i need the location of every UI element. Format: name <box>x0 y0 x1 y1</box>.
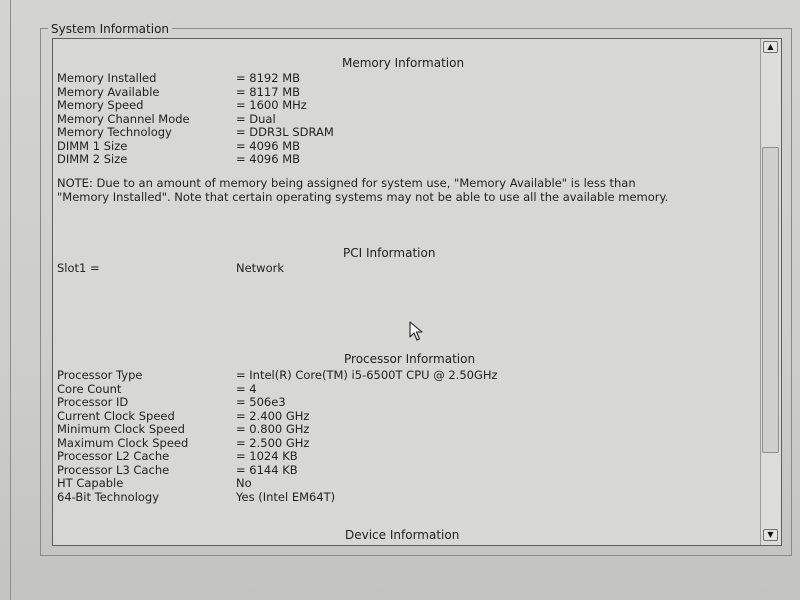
memory-row-label: Memory Channel Mode <box>57 112 190 126</box>
processor-row-label: Processor ID <box>57 395 129 409</box>
memory-row-value: = 4096 MB <box>236 152 301 166</box>
information-panel[interactable] <box>52 38 782 546</box>
processor-row-value: = 6144 KB <box>236 463 298 477</box>
processor-row-label: Processor L2 Cache <box>57 449 170 463</box>
memory-note: NOTE: Due to an amount of memory being assigned for system use, "Memory Available" is less than "Memory Installed". Note that certain operating systems may not be able to use all the available memory. <box>57 176 669 204</box>
memory-row-value: = 8117 MB <box>236 85 301 99</box>
memory-row-value: = DDR3L SDRAM <box>236 125 334 139</box>
processor-row-value: = 4 <box>236 382 257 396</box>
processor-row-value: = 1024 KB <box>236 449 298 463</box>
pci-row-label: Slot1 = <box>57 261 100 275</box>
vertical-scrollbar[interactable] <box>760 39 781 545</box>
left-border <box>10 0 11 600</box>
memory-row-label: Memory Technology <box>57 125 172 139</box>
processor-row-label: 64-Bit Technology <box>57 490 160 504</box>
processor-row-value: Yes (Intel EM64T) <box>236 490 336 504</box>
scrollbar-thumb[interactable] <box>762 147 779 453</box>
processor-row-value: = 2.400 GHz <box>236 409 310 423</box>
group-title: System Information <box>48 22 172 36</box>
pci-row-value: Network <box>236 261 285 275</box>
processor-row-value: = 2.500 GHz <box>236 436 310 450</box>
triangle-down-icon: ▼ <box>767 530 774 539</box>
processor-row-label: Processor Type <box>57 368 143 382</box>
pci-section-title: PCI Information <box>343 246 436 260</box>
memory-row-label: Memory Installed <box>57 71 157 85</box>
processor-row-value: No <box>236 476 252 490</box>
processor-row-value: = Intel(R) Core(TM) i5-6500T CPU @ 2.50GHz <box>236 368 498 382</box>
processor-row-label: Processor L3 Cache <box>57 463 170 477</box>
mouse-pointer-icon <box>409 321 425 341</box>
processor-row-label: HT Capable <box>57 476 124 490</box>
processor-section-title: Processor Information <box>344 352 476 366</box>
memory-row-value: = Dual <box>236 112 276 126</box>
memory-row-label: Memory Speed <box>57 98 144 112</box>
memory-row-label: DIMM 1 Size <box>57 139 128 153</box>
memory-row-value: = 8192 MB <box>236 71 301 85</box>
scroll-up-button[interactable] <box>763 41 778 53</box>
processor-row-value: = 506e3 <box>236 395 286 409</box>
processor-row-label: Minimum Clock Speed <box>57 422 185 436</box>
triangle-up-icon: ▲ <box>767 42 774 51</box>
device-section-title: Device Information <box>345 528 460 542</box>
processor-row-value: = 0.800 GHz <box>236 422 310 436</box>
processor-row-label: Core Count <box>57 382 122 396</box>
information-content <box>53 39 761 545</box>
processor-row-label: Current Clock Speed <box>57 409 175 423</box>
memory-row-label: DIMM 2 Size <box>57 152 128 166</box>
memory-section-title: Memory Information <box>342 56 465 70</box>
memory-row-value: = 1600 MHz <box>236 98 307 112</box>
memory-row-value: = 4096 MB <box>236 139 301 153</box>
processor-row-label: Maximum Clock Speed <box>57 436 189 450</box>
memory-row-label: Memory Available <box>57 85 160 99</box>
scroll-down-button[interactable] <box>763 529 778 541</box>
